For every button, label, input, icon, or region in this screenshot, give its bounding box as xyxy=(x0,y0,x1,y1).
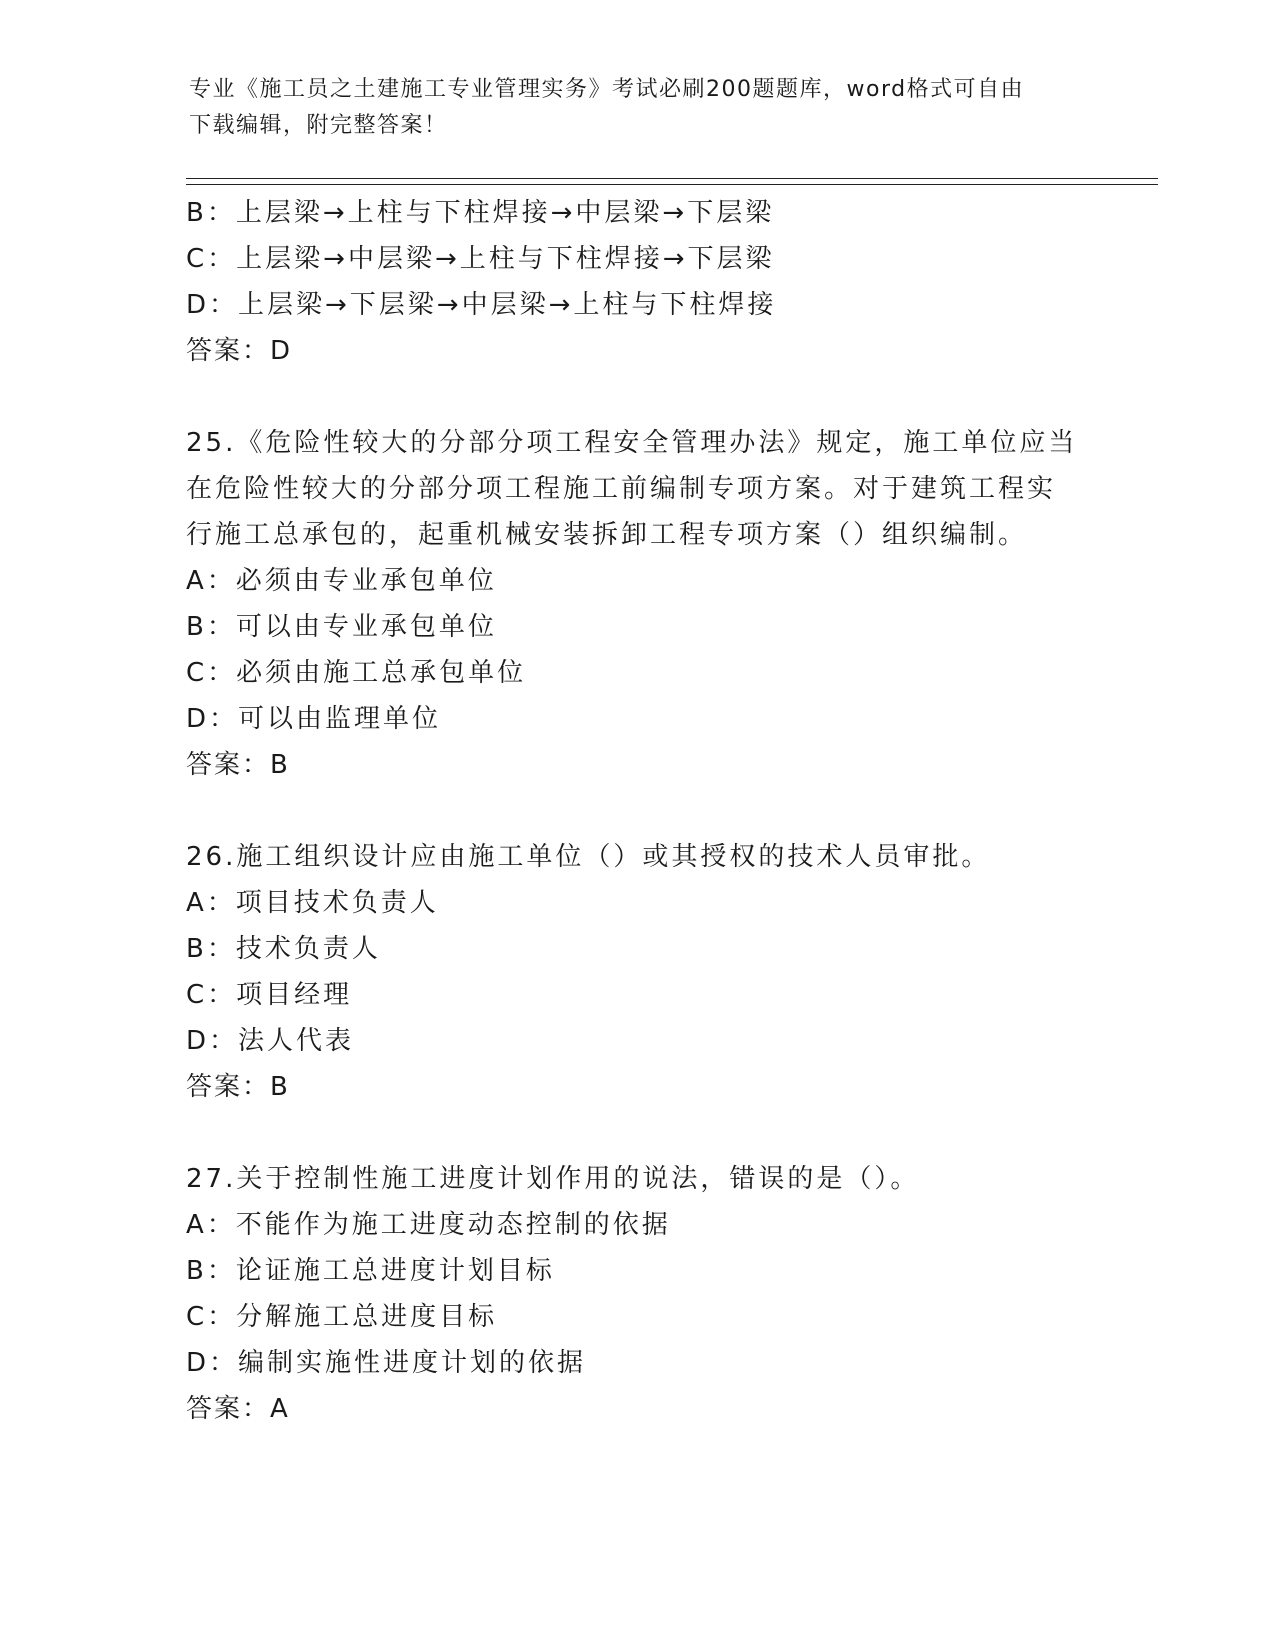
header-line-1: 专业《施工员之土建施工专业管理实务》考试必刷200题题库，word格式可自由 xyxy=(189,77,1025,102)
question-25 xyxy=(186,420,1106,788)
spacer xyxy=(186,374,1106,420)
option-d: D：可以由监理单位 xyxy=(186,704,442,734)
question-text-line: 在危险性较大的分部分项工程施工前编制专项方案。对于建筑工程实 xyxy=(186,474,1057,504)
option-d: D：法人代表 xyxy=(186,1026,355,1056)
question-27 xyxy=(186,1156,1106,1432)
option-b: B：技术负责人 xyxy=(186,934,381,964)
option-a: A：不能作为施工进度动态控制的依据 xyxy=(186,1210,671,1240)
option-d: D：上层梁→下层梁→中层梁→上柱与下柱焊接 xyxy=(186,290,777,320)
question-text xyxy=(186,834,1106,880)
question-text-line: 25.《危险性较大的分部分项工程安全管理办法》规定，施工单位应当 xyxy=(186,428,1078,458)
option-d: D：编制实施性进度计划的依据 xyxy=(186,1348,587,1378)
question-26 xyxy=(186,834,1106,1110)
question-text xyxy=(186,420,1106,558)
question-list xyxy=(186,190,1106,1432)
option-b: B：上层梁→上柱与下柱焊接→中层梁→下层梁 xyxy=(186,198,775,228)
header-line-2: 下载编辑，附完整答案！ xyxy=(189,113,448,138)
option-c: C：项目经理 xyxy=(186,980,353,1010)
question-text-line: 27.关于控制性施工进度计划作用的说法，错误的是（）。 xyxy=(186,1164,920,1194)
question-text-line: 行施工总承包的，起重机械安装拆卸工程专项方案（）组织编制。 xyxy=(186,520,1028,550)
question-text xyxy=(186,1156,1106,1202)
option-a: A：项目技术负责人 xyxy=(186,888,439,918)
option-b: B：可以由专业承包单位 xyxy=(186,612,497,642)
option-c: C：上层梁→中层梁→上柱与下柱焊接→下层梁 xyxy=(186,244,775,274)
option-c: C：分解施工总进度目标 xyxy=(186,1302,498,1332)
question-text-line: 26.施工组织设计应由施工单位（）或其授权的技术人员审批。 xyxy=(186,842,991,872)
previous-question-options xyxy=(186,190,1106,374)
answer: 答案：B xyxy=(186,1072,290,1102)
spacer xyxy=(186,788,1106,834)
answer: 答案：A xyxy=(186,1394,290,1424)
option-c: C：必须由施工总承包单位 xyxy=(186,658,527,688)
document-header xyxy=(189,72,1089,144)
spacer xyxy=(186,1110,1106,1156)
answer: 答案：D xyxy=(186,336,293,366)
option-b: B：论证施工总进度计划目标 xyxy=(186,1256,555,1286)
option-a: A：必须由专业承包单位 xyxy=(186,566,497,596)
header-divider xyxy=(186,178,1158,185)
answer: 答案：B xyxy=(186,750,290,780)
